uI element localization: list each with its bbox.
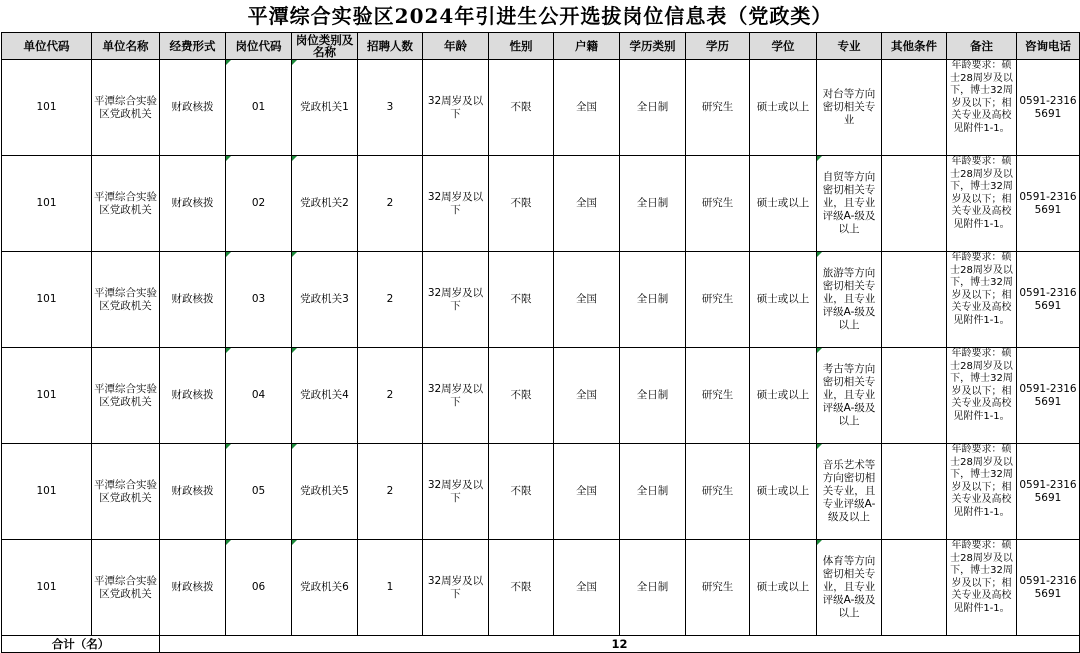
col-header-edu-type: 学历类别 xyxy=(620,33,686,60)
col-header-note: 备注 xyxy=(947,33,1017,60)
col-header-age: 年龄 xyxy=(423,33,489,60)
cell-post-code: 05 xyxy=(226,444,292,540)
cell-other xyxy=(882,156,947,252)
cell-post-code: 04 xyxy=(226,348,292,444)
total-label: 合计（名） xyxy=(2,636,160,653)
cell-gender: 不限 xyxy=(489,60,554,156)
cell-post-code: 02 xyxy=(226,156,292,252)
cell-unit-name: 平潭综合实验区党政机关 xyxy=(92,252,160,348)
cell-other xyxy=(882,60,947,156)
col-header-funding: 经费形式 xyxy=(160,33,226,60)
col-header-major: 专业 xyxy=(817,33,882,60)
cell-funding: 财政核拨 xyxy=(160,252,226,348)
cell-hukou: 全国 xyxy=(554,156,620,252)
col-header-count: 招聘人数 xyxy=(358,33,423,60)
cell-edu: 研究生 xyxy=(686,444,750,540)
cell-unit-name: 平潭综合实验区党政机关 xyxy=(92,348,160,444)
cell-note: 年龄要求：硕士28周岁及以下，博士32周岁及以下；相关专业及高校见附件1-1。 xyxy=(947,444,1017,540)
cell-phone: 0591-23165691 xyxy=(1017,444,1080,540)
cell-count: 1 xyxy=(358,540,423,636)
col-header-degree: 学位 xyxy=(750,33,817,60)
cell-major: 自贸等方向密切相关专业，且专业评级A-级及以上 xyxy=(817,156,882,252)
cell-major: 对台等方向密切相关专业 xyxy=(817,60,882,156)
cell-phone: 0591-23165691 xyxy=(1017,156,1080,252)
cell-funding: 财政核拨 xyxy=(160,156,226,252)
cell-age: 32周岁及以下 xyxy=(423,156,489,252)
cell-degree: 硕士或以上 xyxy=(750,252,817,348)
cell-unit-name: 平潭综合实验区党政机关 xyxy=(92,60,160,156)
table-row xyxy=(2,156,1080,252)
cell-unit-code: 101 xyxy=(2,60,92,156)
cell-edu-type: 全日制 xyxy=(620,540,686,636)
cell-count: 2 xyxy=(358,348,423,444)
cell-count: 2 xyxy=(358,444,423,540)
cell-other xyxy=(882,252,947,348)
col-header-post-code: 岗位代码 xyxy=(226,33,292,60)
table-row xyxy=(2,444,1080,540)
cell-edu-type: 全日制 xyxy=(620,444,686,540)
cell-funding: 财政核拨 xyxy=(160,60,226,156)
table-row xyxy=(2,348,1080,444)
cell-gender: 不限 xyxy=(489,252,554,348)
cell-note: 年龄要求：硕士28周岁及以下，博士32周岁及以下；相关专业及高校见附件1-1。 xyxy=(947,156,1017,252)
cell-count: 2 xyxy=(358,156,423,252)
cell-post-name: 党政机关3 xyxy=(292,252,358,348)
cell-post-name: 党政机关2 xyxy=(292,156,358,252)
cell-unit-code: 101 xyxy=(2,348,92,444)
cell-edu-type: 全日制 xyxy=(620,156,686,252)
cell-edu: 研究生 xyxy=(686,60,750,156)
cell-count: 2 xyxy=(358,252,423,348)
cell-age: 32周岁及以下 xyxy=(423,60,489,156)
cell-unit-name: 平潭综合实验区党政机关 xyxy=(92,444,160,540)
cell-unit-name: 平潭综合实验区党政机关 xyxy=(92,540,160,636)
col-header-unit-code: 单位代码 xyxy=(2,33,92,60)
cell-funding: 财政核拨 xyxy=(160,540,226,636)
col-header-hukou: 户籍 xyxy=(554,33,620,60)
cell-age: 32周岁及以下 xyxy=(423,444,489,540)
cell-edu: 研究生 xyxy=(686,540,750,636)
cell-age: 32周岁及以下 xyxy=(423,348,489,444)
cell-post-name: 党政机关6 xyxy=(292,540,358,636)
cell-major: 音乐艺术等方向密切相关专业，且专业评级A-级及以上 xyxy=(817,444,882,540)
cell-degree: 硕士或以上 xyxy=(750,156,817,252)
col-header-phone: 咨询电话 xyxy=(1017,33,1080,60)
cell-other xyxy=(882,540,947,636)
cell-hukou: 全国 xyxy=(554,252,620,348)
cell-post-code: 01 xyxy=(226,60,292,156)
cell-unit-code: 101 xyxy=(2,156,92,252)
cell-unit-code: 101 xyxy=(2,252,92,348)
table-row xyxy=(2,60,1080,156)
cell-other xyxy=(882,348,947,444)
cell-post-code: 06 xyxy=(226,540,292,636)
cell-hukou: 全国 xyxy=(554,60,620,156)
positions-table xyxy=(1,32,1080,653)
cell-major: 考古等方向密切相关专业，且专业评级A-级及以上 xyxy=(817,348,882,444)
cell-edu: 研究生 xyxy=(686,348,750,444)
cell-hukou: 全国 xyxy=(554,540,620,636)
total-value: 12 xyxy=(160,636,1080,653)
cell-edu-type: 全日制 xyxy=(620,348,686,444)
cell-age: 32周岁及以下 xyxy=(423,540,489,636)
cell-degree: 硕士或以上 xyxy=(750,444,817,540)
cell-other xyxy=(882,444,947,540)
cell-unit-code: 101 xyxy=(2,540,92,636)
cell-unit-code: 101 xyxy=(2,444,92,540)
cell-funding: 财政核拨 xyxy=(160,348,226,444)
cell-gender: 不限 xyxy=(489,540,554,636)
cell-degree: 硕士或以上 xyxy=(750,348,817,444)
table-row xyxy=(2,252,1080,348)
table-header-row xyxy=(2,33,1080,60)
cell-phone: 0591-23165691 xyxy=(1017,252,1080,348)
cell-hukou: 全国 xyxy=(554,444,620,540)
cell-degree: 硕士或以上 xyxy=(750,540,817,636)
cell-phone: 0591-23165691 xyxy=(1017,348,1080,444)
cell-major: 旅游等方向密切相关专业，且专业评级A-级及以上 xyxy=(817,252,882,348)
cell-post-name: 党政机关4 xyxy=(292,348,358,444)
cell-gender: 不限 xyxy=(489,444,554,540)
cell-degree: 硕士或以上 xyxy=(750,60,817,156)
cell-age: 32周岁及以下 xyxy=(423,252,489,348)
col-header-post-name: 岗位类别及名称 xyxy=(292,33,358,60)
cell-note: 年龄要求：硕士28周岁及以下，博士32周岁及以下；相关专业及高校见附件1-1。 xyxy=(947,540,1017,636)
cell-post-name: 党政机关1 xyxy=(292,60,358,156)
cell-post-code: 03 xyxy=(226,252,292,348)
cell-note: 年龄要求：硕士28周岁及以下，博士32周岁及以下；相关专业及高校见附件1-1。 xyxy=(947,60,1017,156)
cell-edu-type: 全日制 xyxy=(620,252,686,348)
cell-post-name: 党政机关5 xyxy=(292,444,358,540)
cell-hukou: 全国 xyxy=(554,348,620,444)
cell-phone: 0591-23165691 xyxy=(1017,540,1080,636)
cell-edu: 研究生 xyxy=(686,252,750,348)
cell-funding: 财政核拨 xyxy=(160,444,226,540)
col-header-gender: 性别 xyxy=(489,33,554,60)
cell-unit-name: 平潭综合实验区党政机关 xyxy=(92,156,160,252)
cell-edu-type: 全日制 xyxy=(620,60,686,156)
cell-edu: 研究生 xyxy=(686,156,750,252)
table-row xyxy=(2,540,1080,636)
total-row xyxy=(2,636,1080,653)
col-header-unit-name: 单位名称 xyxy=(92,33,160,60)
col-header-other: 其他条件 xyxy=(882,33,947,60)
cell-note: 年龄要求：硕士28周岁及以下，博士32周岁及以下；相关专业及高校见附件1-1。 xyxy=(947,252,1017,348)
cell-phone: 0591-23165691 xyxy=(1017,60,1080,156)
cell-note: 年龄要求：硕士28周岁及以下，博士32周岁及以下；相关专业及高校见附件1-1。 xyxy=(947,348,1017,444)
cell-count: 3 xyxy=(358,60,423,156)
page-title: 平潭综合实验区2024年引进生公开选拔岗位信息表（党政类） xyxy=(247,4,833,28)
cell-gender: 不限 xyxy=(489,348,554,444)
cell-major: 体育等方向密切相关专业，且专业评级A-级及以上 xyxy=(817,540,882,636)
cell-gender: 不限 xyxy=(489,156,554,252)
col-header-edu: 学历 xyxy=(686,33,750,60)
